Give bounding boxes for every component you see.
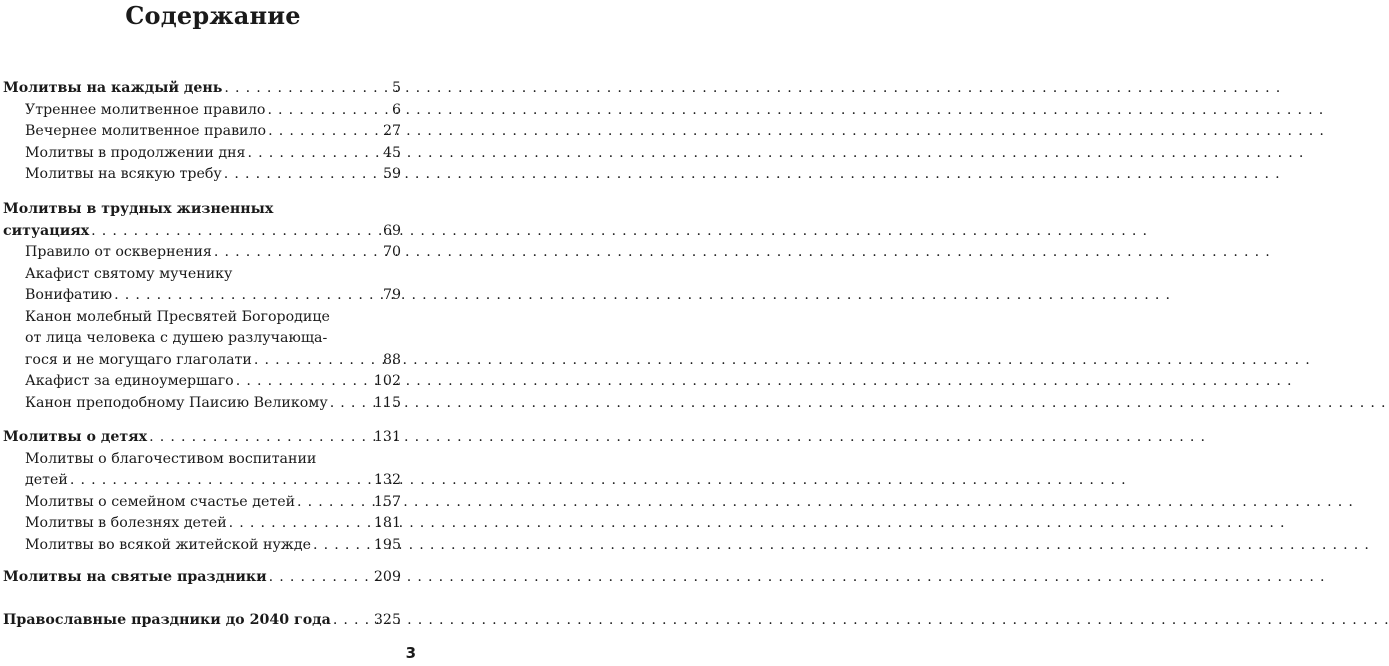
toc-entry — [3, 449, 401, 471]
toc-page-number: 157 — [373, 493, 401, 510]
toc-page-number: 195 — [373, 536, 401, 553]
dot-leader — [114, 285, 381, 307]
toc-entry[interactable] — [3, 164, 401, 186]
toc-section-heading[interactable] — [3, 610, 401, 632]
toc-entry — [3, 307, 401, 329]
dot-leader — [70, 470, 372, 492]
dot-leader — [214, 242, 381, 264]
toc-page-number: 88 — [382, 351, 401, 368]
toc-page-number: 6 — [391, 101, 401, 118]
dot-leader — [330, 393, 372, 415]
toc-entry-title: Молитвы во всякой житейской нужде — [25, 536, 311, 553]
page-number: 3 — [405, 644, 416, 662]
dot-leader — [149, 427, 372, 449]
toc-page-number: 325 — [373, 612, 401, 628]
toc-entry-title: Молитвы в продолжении дня — [25, 144, 246, 161]
toc-entry-title: Православные праздники до 2040 года — [3, 612, 331, 628]
toc-section-heading[interactable] — [3, 567, 401, 589]
toc-entry[interactable] — [3, 470, 401, 492]
toc-section-heading[interactable] — [3, 78, 401, 100]
dot-leader — [333, 610, 372, 632]
toc-entry-title: Вечернее молитвенное правило — [25, 123, 267, 139]
toc-entry[interactable] — [3, 350, 401, 372]
toc-entry[interactable] — [3, 393, 401, 415]
toc-entry-title: Молитвы о детях — [3, 429, 148, 445]
toc-entry-title: детей — [25, 472, 68, 488]
toc-entry[interactable] — [3, 535, 401, 557]
toc-entry-title: Акафист святому мученику — [25, 265, 233, 282]
toc-entry-title: Молитвы на каждый день — [3, 80, 223, 96]
dot-leader — [268, 121, 381, 143]
toc-page-number: 70 — [382, 244, 401, 260]
toc-section — [3, 199, 401, 414]
dot-leader — [229, 513, 372, 535]
toc-entry-title: гося и не могущаго глаголати — [25, 351, 252, 368]
dot-leader — [254, 350, 381, 372]
toc-section-heading[interactable] — [3, 427, 401, 449]
toc-entry[interactable] — [3, 121, 401, 143]
toc-entry-title: Молитвы в трудных жизненных — [3, 201, 274, 217]
toc-entry-title: от лица человека с душею разлучающа- — [25, 330, 328, 346]
dot-leader — [236, 371, 372, 393]
toc-section-heading — [3, 199, 401, 221]
toc-entry[interactable] — [3, 371, 401, 393]
toc-page-number: 181 — [373, 515, 401, 531]
toc-page-number: 5 — [391, 80, 401, 96]
dot-leader — [297, 492, 372, 514]
toc-entry-title: Акафист за единоумершаго — [25, 373, 234, 389]
toc-entry-title: Канон преподобному Паисию Великому — [25, 394, 328, 411]
toc-entry-title: Утреннее молитвенное правило — [25, 101, 266, 118]
toc-entry — [3, 264, 401, 286]
page-title: Содержание — [125, 1, 301, 30]
toc-entry-title: Вонифатию — [25, 287, 113, 303]
toc-page-number: 209 — [373, 569, 401, 585]
toc-page-number: 69 — [382, 222, 401, 239]
dot-leader — [224, 164, 381, 186]
toc-section — [3, 610, 401, 632]
dot-leader — [91, 221, 381, 243]
dot-leader — [248, 143, 381, 165]
toc-page-number: 132 — [373, 472, 401, 488]
toc-entry — [3, 328, 401, 350]
toc-entry[interactable] — [3, 513, 401, 535]
toc-entry[interactable] — [3, 143, 401, 165]
toc-entry[interactable] — [3, 242, 401, 264]
toc-entry-title: Молитвы о семейном счастье детей — [25, 493, 296, 510]
toc-entry-title: Канон молебный Пресвятей Богородице — [25, 308, 330, 325]
toc-entry-title: Молитвы в болезнях детей — [25, 515, 227, 531]
toc-entry[interactable] — [3, 492, 401, 514]
toc-page-number: 45 — [382, 144, 401, 161]
toc-entry[interactable] — [3, 100, 401, 122]
dot-leader — [267, 100, 390, 122]
dot-leader — [313, 535, 372, 557]
toc-entry-title: Молитвы на святые праздники — [3, 569, 267, 585]
toc-entry-title: Правило от осквернения — [25, 244, 212, 260]
toc-entry[interactable] — [3, 285, 401, 307]
dot-leader — [224, 78, 390, 100]
toc-page-number: 79 — [382, 287, 401, 303]
toc-entry-title: ситуациях — [3, 222, 90, 239]
toc-page-number: 102 — [373, 373, 401, 389]
toc-entry-title: Молитвы на всякую требу — [25, 166, 222, 182]
toc-page-number: 27 — [382, 123, 401, 139]
toc-page-number: 131 — [373, 429, 401, 445]
toc-entry-title: Молитвы о благочестивом воспитании — [25, 450, 317, 467]
toc-section-heading[interactable] — [3, 221, 401, 243]
toc-section — [3, 78, 401, 186]
toc-page-number: 59 — [382, 166, 401, 182]
toc-section — [3, 427, 401, 556]
toc-page-number: 115 — [373, 394, 401, 411]
toc-section — [3, 567, 401, 589]
dot-leader — [269, 567, 372, 589]
